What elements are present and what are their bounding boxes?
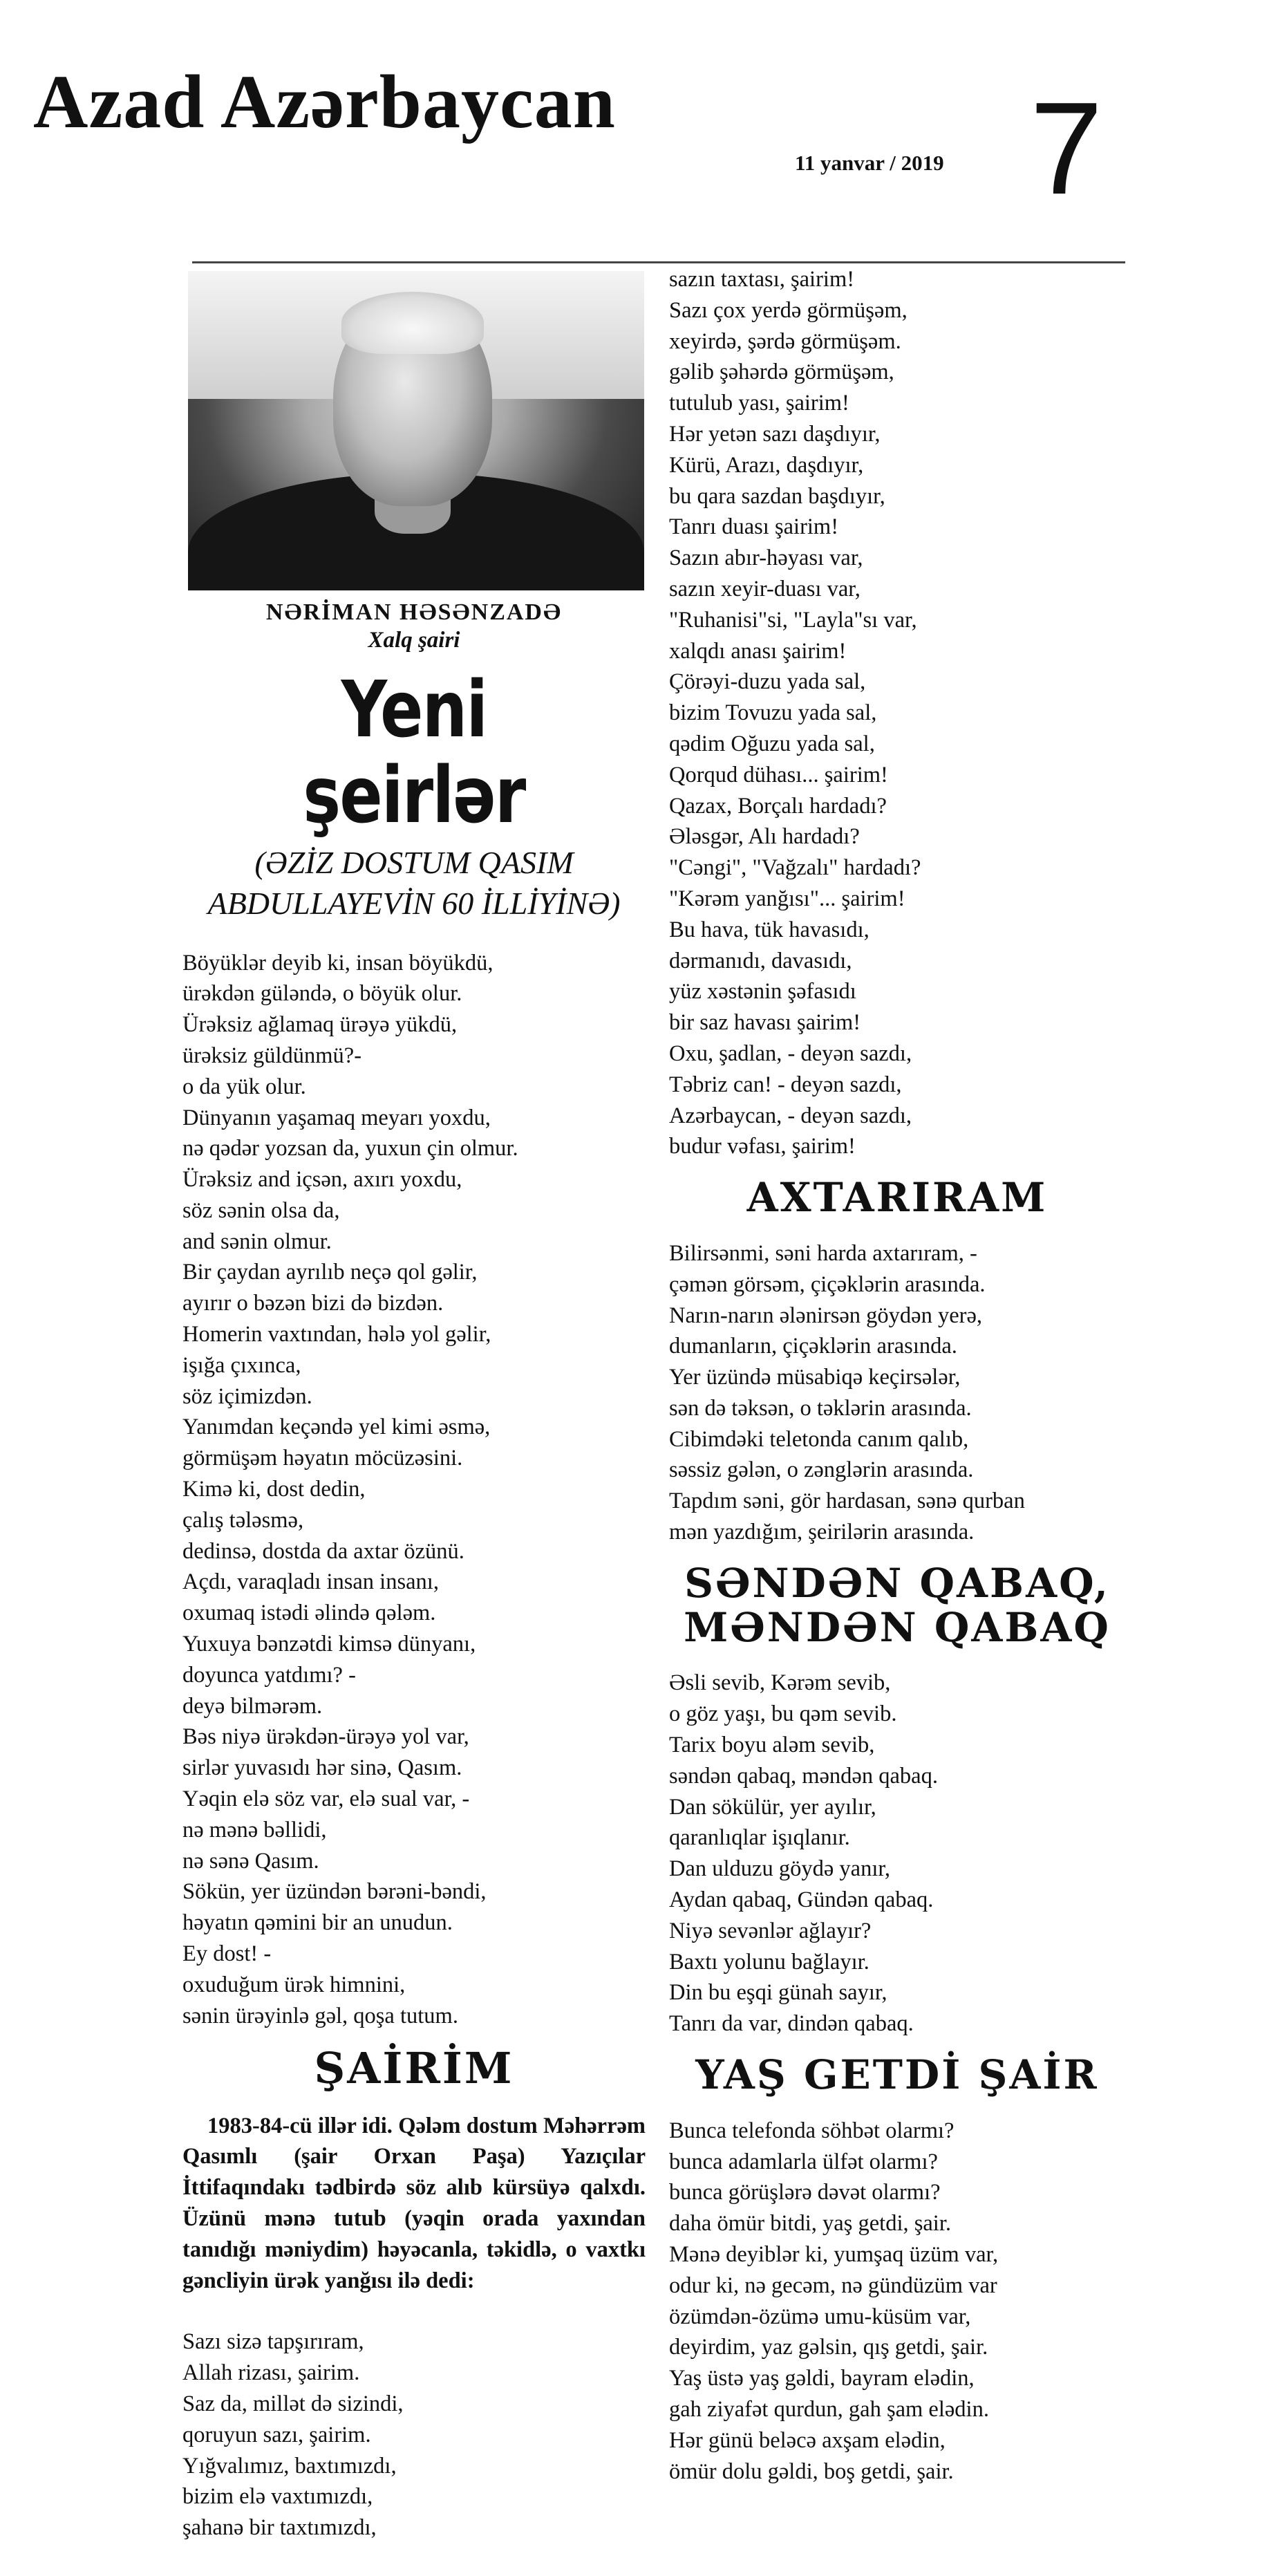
poem-dedication bbox=[182, 843, 646, 924]
heading-line: SƏNDƏN QABAQ, bbox=[684, 1559, 1110, 1607]
verse-line: Bilirsənmi, səni harda axtarıram, - bbox=[669, 1240, 977, 1266]
verse-line: mən yazdığım, şeirilərin arasında. bbox=[669, 1520, 975, 1545]
verse-line: Qorqud dühası... şairim! bbox=[669, 762, 888, 787]
senden-qabaq-heading bbox=[669, 1559, 1125, 1651]
verse-line: Ələsgər, Alı hardadı? bbox=[669, 824, 860, 850]
verse-line: Azərbaycan, - deyən sazdı, bbox=[669, 1103, 912, 1128]
verse-line: bunca görüşlərə dəvət olarmı? bbox=[669, 2180, 941, 2205]
verse-line: Yığvalımız, baxtımızdı, bbox=[182, 2453, 397, 2479]
verse-line: Çörəyi-duzu yada sal, bbox=[669, 669, 866, 695]
verse-line: Yuxuya bənzətdi kimsə dünyanı, bbox=[182, 1632, 476, 1657]
yas-getdi-verse bbox=[669, 2116, 1125, 2488]
verse-line: Yanımdan keçəndə yel kimi əsmə, bbox=[182, 1415, 491, 1440]
verse-line: yüz xəstənin şəfasıdı bbox=[669, 979, 856, 1005]
author-title: Xalq şairi bbox=[368, 627, 460, 653]
right-column bbox=[669, 264, 1125, 2487]
verse-line: qədim Oğuzu yada sal, bbox=[669, 731, 875, 756]
verse-line: Sazı çox yerdə görmüşəm, bbox=[669, 297, 908, 323]
verse-line: bir saz havası şairim! bbox=[669, 1010, 861, 1036]
verse-line: Dan ulduzu göydə yanır, bbox=[669, 1856, 891, 1882]
verse-line: budur vəfası, şairim! bbox=[669, 1134, 856, 1159]
verse-line: Niyə sevənlər ağlayır? bbox=[669, 1918, 872, 1943]
verse-line: Allah rizası, şairim. bbox=[182, 2360, 360, 2386]
verse-line: and sənin olmur. bbox=[182, 1229, 332, 1254]
verse-line: bizim elə vaxtımızdı, bbox=[182, 2484, 373, 2510]
verse-line: "Ruhanisi"si, "Layla"sı var, bbox=[669, 607, 917, 633]
verse-line: sirlər yuvasıdı hər sinə, Qasım. bbox=[182, 1755, 462, 1781]
verse-line: Bunca telefonda söhbət olarmı? bbox=[669, 2118, 955, 2143]
verse-line: Sazı sizə tapşırıram, bbox=[182, 2329, 364, 2355]
verse-line: sazın taxtası, şairim! bbox=[669, 267, 855, 292]
dedication-line: (ƏZİZ DOSTUM QASIM bbox=[254, 844, 574, 880]
verse-line: Saz da, millət də sizindi, bbox=[182, 2391, 404, 2416]
verse-line: nə mənə bəllidi, bbox=[182, 1817, 327, 1842]
verse-line: Tarix boyu aləm sevib, bbox=[669, 1733, 875, 1758]
verse-line: Bəs niyə ürəkdən-ürəyə yol var, bbox=[182, 1724, 469, 1750]
verse-line: dumanların, çiçəklərin arasında. bbox=[669, 1334, 957, 1359]
verse-line: Yaş üstə yaş gəldi, bayram elədin, bbox=[669, 2366, 975, 2391]
verse-line: nə sənə Qasım. bbox=[182, 1848, 319, 1874]
verse-line: Böyüklər deyib ki, insan böyükdü, bbox=[182, 950, 494, 976]
verse-line: Bu hava, tük havasıdı, bbox=[669, 917, 870, 942]
verse-line: söz içimizdən. bbox=[182, 1383, 312, 1409]
verse-line: bizim Tovuzu yada sal, bbox=[669, 700, 877, 726]
verse-line: Qazax, Borçalı hardadı? bbox=[669, 793, 887, 819]
verse-line: gəlib şəhərdə görmüşəm, bbox=[669, 360, 894, 385]
verse-line: nə qədər yozsan da, yuxun çin olmur. bbox=[182, 1136, 518, 1161]
verse-line: Yəqin elə söz var, elə sual var, - bbox=[182, 1786, 470, 1812]
verse-line: o göz yaşı, bu qəm sevib. bbox=[669, 1701, 897, 1727]
verse-line: özümdən-özümə umu-küsüm var, bbox=[669, 2304, 971, 2329]
verse-line: həyatın qəmini bir an unudun. bbox=[182, 1910, 453, 1936]
verse-line: Bir çaydan ayrılıb neçə qol gəlir, bbox=[182, 1260, 478, 1285]
dedication-line: ABDULLAYEVİN 60 İLLİYİNƏ) bbox=[207, 885, 621, 921]
verse-line: ürəksiz güldünmü?- bbox=[182, 1043, 362, 1068]
verse-line: Dan sökülür, yer ayılır, bbox=[669, 1794, 876, 1820]
verse-line: Yer üzündə müsabiqə keçirsələr, bbox=[669, 1365, 961, 1390]
verse-line: Mənə deyiblər ki, yumşaq üzüm var, bbox=[669, 2242, 999, 2268]
verse-line: gah ziyafət qurdun, gah şam elədin. bbox=[669, 2397, 989, 2422]
verse-line: Hər yetən sazı daşdıyır, bbox=[669, 421, 881, 447]
verse-line: ürəkdən güləndə, o böyük olur. bbox=[182, 981, 462, 1007]
verse-line: sənin ürəyinlə gəl, qoşa tutum. bbox=[182, 2003, 458, 2028]
verse-line: Ey dost! - bbox=[182, 1941, 272, 1967]
verse-line: o da yük olur. bbox=[182, 1074, 306, 1099]
verse-line: "Cəngi", "Vağzalı" hardadı? bbox=[669, 855, 921, 881]
verse-line: "Kərəm yanğısı"... şairim! bbox=[669, 886, 905, 911]
verse-line: daha ömür bitdi, yaş getdi, şair. bbox=[669, 2211, 951, 2237]
verse-line: tutulub yası, şairim! bbox=[669, 391, 849, 416]
verse-line: odur ki, nə gecəm, nə gündüzüm var bbox=[669, 2272, 997, 2298]
verse-line: Tanrı duası şairim! bbox=[669, 514, 839, 540]
verse-line: işığa çıxınca, bbox=[182, 1352, 301, 1378]
verse-line: Din bu eşqi günah sayır, bbox=[669, 1980, 887, 2006]
verse-line: xalqdı anası şairim! bbox=[669, 638, 847, 664]
verse-line: səssiz gələn, o zənglərin arasında. bbox=[669, 1457, 974, 1483]
verse-line: dərmanıdı, davasıdı, bbox=[669, 948, 852, 973]
verse-line: bunca adamlarla ülfət olarmı? bbox=[669, 2149, 938, 2174]
verse-line: Hər günü beləcə axşam elədin, bbox=[669, 2427, 946, 2453]
newspaper-masthead: Azad Azərbaycan bbox=[33, 59, 616, 144]
verse-line: Tapdım səni, gör hardasan, sənə qurban bbox=[669, 1488, 1025, 1514]
verse-line: deyirdim, yaz gəlsin, qış getdi, şair. bbox=[669, 2335, 988, 2360]
verse-line: ömür dolu gəldi, boş getdi, şair. bbox=[669, 2458, 954, 2484]
verse-line: sazın xeyir-duası var, bbox=[669, 576, 861, 601]
main-poem-verse bbox=[182, 948, 646, 2032]
verse-line: çəmən görsəm, çiçəklərin arasında. bbox=[669, 1271, 986, 1297]
yas-getdi-heading: YAŞ GETDİ ŞAİR bbox=[695, 2051, 1099, 2099]
verse-line: Sazın abır-həyası var, bbox=[669, 545, 863, 571]
verse-line: Ürəksiz ağlamaq ürəyə yükdü, bbox=[182, 1012, 458, 1038]
header-divider bbox=[192, 261, 1125, 263]
verse-line: dedinsə, dostda da axtar özünü. bbox=[182, 1538, 464, 1564]
verse-line: Homerin vaxtından, hələ yol gəlir, bbox=[182, 1322, 491, 1347]
verse-line: oxumaq istədi əlində qələm. bbox=[182, 1600, 436, 1626]
verse-line: Açdı, varaqladı insan insanı, bbox=[182, 1569, 439, 1595]
verse-line: Sökün, yer üzündən bərəni-bəndi, bbox=[182, 1879, 487, 1905]
axtariram-verse bbox=[669, 1238, 1125, 1548]
verse-line: doyunca yatdımı? - bbox=[182, 1662, 356, 1688]
verse-line: Kimə ki, dost dedin, bbox=[182, 1477, 366, 1502]
verse-line: Cibimdəki teletonda canım qalıb, bbox=[669, 1426, 969, 1452]
sairim-verse-right bbox=[669, 264, 1125, 1162]
verse-line: Kürü, Arazı, daşdıyır, bbox=[669, 452, 864, 478]
page-number: 7 bbox=[1030, 75, 1103, 222]
verse-line: qoruyun sazı, şairim. bbox=[182, 2422, 371, 2447]
author-photo bbox=[188, 271, 644, 590]
sairim-intro-text: 1983-84-cü illər idi. Qələm dostum Məhərrəm Qasımlı (şair Orxan Paşa) Yazıçılar İttifaqındakı tədbirdə söz alıb kürsüyə qalxdı. Üzünü mənə tutub (yəqin orada yaxından tanıdığı məniydim) həyəcanla, təkidlə, o vaxtkı gəncliyin ürək yanğısı ilə dedi: bbox=[182, 2113, 646, 2293]
heading-line: MƏNDƏN QABAQ bbox=[684, 1603, 1111, 1651]
verse-line: Əsli sevib, Kərəm sevib, bbox=[669, 1670, 891, 1696]
sairim-intro bbox=[182, 2111, 646, 2297]
senden-qabaq-verse bbox=[669, 1668, 1125, 2040]
verse-line: söz sənin olsa da, bbox=[182, 1197, 340, 1223]
main-poem-heading: Yeni şeirlər bbox=[303, 665, 525, 841]
verse-line: oxuduğum ürək himnini, bbox=[182, 1972, 406, 1997]
left-column bbox=[182, 271, 646, 2544]
verse-line: xeyirdə, şərdə görmüşəm. bbox=[669, 328, 901, 354]
verse-line: görmüşəm həyatın möcüzəsini. bbox=[182, 1446, 463, 1471]
sairim-heading: ŞAİRİM bbox=[314, 2043, 514, 2094]
verse-line: Tanrı da var, dindən qabaq. bbox=[669, 2011, 914, 2037]
verse-line: qaranlıqlar işıqlanır. bbox=[669, 1825, 850, 1851]
verse-line: Dünyanın yaşamaq meyarı yoxdu, bbox=[182, 1105, 491, 1130]
verse-line: deyə bilmərəm. bbox=[182, 1693, 323, 1719]
verse-line: Təbriz can! - deyən sazdı, bbox=[669, 1072, 902, 1097]
issue-date: 11 yanvar / 2019 bbox=[795, 151, 944, 175]
verse-line: Baxtı yolunu bağlayır. bbox=[669, 1949, 870, 1975]
axtariram-heading: AXTARIRAM bbox=[746, 1174, 1048, 1222]
verse-line: çalış tələsmə, bbox=[182, 1507, 304, 1533]
verse-line: Ürəksiz and içsən, axırı yoxdu, bbox=[182, 1167, 462, 1193]
verse-line: sən də təksən, o təklərin arasında. bbox=[669, 1395, 972, 1421]
sairim-verse-left bbox=[182, 2326, 646, 2544]
verse-line: ayırır o bəzən bizi də bizdən. bbox=[182, 1291, 444, 1316]
verse-line: Aydan qabaq, Gündən qabaq. bbox=[669, 1887, 934, 1913]
verse-line: səndən qabaq, məndən qabaq. bbox=[669, 1763, 938, 1789]
verse-line: bu qara sazdan başdıyır, bbox=[669, 483, 885, 509]
verse-line: şahanə bir taxtımızdı, bbox=[182, 2515, 377, 2541]
verse-line: Oxu, şadlan, - deyən sazdı, bbox=[669, 1040, 912, 1066]
verse-line: Narın-narın ələnirsən göydən yerə, bbox=[669, 1303, 983, 1328]
author-name: NƏRİMAN HƏSƏNZADƏ bbox=[265, 599, 563, 625]
